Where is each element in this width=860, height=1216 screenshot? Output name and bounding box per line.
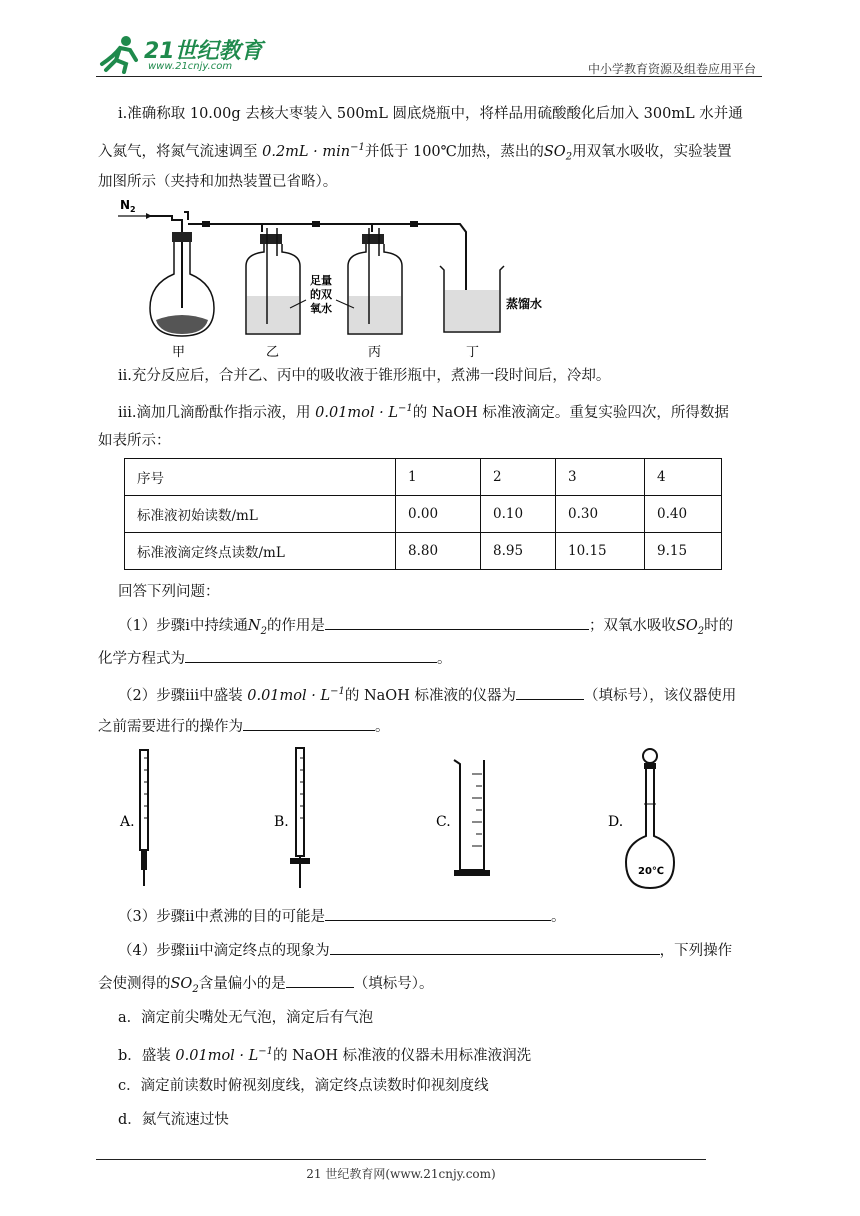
label-yi: 乙	[266, 345, 280, 360]
header-platform-text: 中小学教育资源及组卷应用平台	[587, 62, 756, 76]
step-i-line1: i.准确称取 10.00g 去核大枣装入 500mL 圆底烧瓶中，将样品用硫酸酸化后加入 300mL 水并通	[118, 106, 743, 122]
page-header	[96, 30, 756, 80]
footer-text: 21 世纪教育网(www.21cnjy.com)	[306, 1167, 496, 1181]
step-i-line3: 加图所示（夹持和加热装置已省略）。	[98, 174, 338, 190]
absorption-bottle-bing	[348, 228, 402, 334]
answer-blank[interactable]	[325, 615, 589, 630]
header-divider	[96, 76, 762, 77]
absorption-bottle-yi	[246, 228, 300, 334]
graduated-cylinder-icon	[454, 760, 490, 876]
step-i-line2: 入氮气，将氮气流速调至 $0.2mL \cdot \min^{-1}$并低于 100℃加热，蒸出的$SO_2$用双氧水吸收，实验装置	[98, 142, 732, 163]
titration-data-table	[124, 458, 722, 570]
option-a: a．滴定前尖嘴处无气泡，滴定后有气泡	[118, 1010, 374, 1026]
question-1-line2: 化学方程式为 。	[98, 648, 762, 669]
question-3: （3）步骤ii中煮沸的目的可能是 。	[98, 906, 762, 927]
option-c: c．滴定前读数时俯视刻度线，滴定终点读数时仰视刻度线	[118, 1078, 489, 1094]
water-label: 蒸馏水	[506, 297, 543, 311]
h2o2-label-3: 氧水	[310, 302, 332, 315]
logo-text: 21世纪教育	[144, 39, 263, 64]
option-C-label: C.	[436, 814, 451, 830]
step-iii-line2: 如表所示：	[98, 433, 171, 449]
answer-blank[interactable]	[286, 973, 354, 988]
apparatus-diagram	[110, 196, 570, 362]
answer-blank[interactable]	[185, 648, 437, 663]
beaker	[440, 266, 504, 332]
n2-label: $N_2$	[120, 198, 136, 214]
table-row: 序号 1 2 3 4	[125, 459, 722, 496]
question-1-line1: （1）步骤i中持续通$N_2$的作用是 ；双氧水吸收$SO_2$时的	[98, 615, 762, 642]
answer-blank[interactable]	[330, 940, 660, 955]
connector	[312, 221, 320, 227]
h2o2-label-2: 的双	[310, 288, 332, 301]
option-B-label: B.	[274, 814, 289, 830]
h2o2-label-1: 足量	[310, 274, 332, 287]
label-ding: 丁	[466, 345, 480, 360]
questions-intro: 回答下列问题：	[118, 584, 220, 600]
footer-divider	[96, 1159, 706, 1160]
answer-blank[interactable]	[325, 906, 551, 921]
table-row: 标准液初始读数/mL 0.00 0.10 0.30 0.40	[125, 496, 722, 533]
table-row: 标准液滴定终点读数/mL 8.80 8.95 10.15 9.15	[125, 533, 722, 570]
connector	[410, 221, 418, 227]
question-4-line2: 会使测得的$SO_2$含量偏小的是 （填标号）。	[98, 973, 762, 1000]
step-ii: ii.充分反应后，合并乙、丙中的吸收液于锥形瓶中，煮沸一段时间后，冷却。	[118, 368, 611, 384]
label-jia: 甲	[172, 345, 186, 360]
question-4-line1: （4）步骤iii中滴定终点的现象为 ，下列操作	[98, 940, 762, 961]
option-D-label: D.	[608, 814, 624, 830]
option-A-label: A.	[120, 814, 135, 830]
step-iii-line1: iii.滴加几滴酚酞作指示液，用 $0.01mol \cdot L^{-1}$的 NaOH 标准液滴定。重复实验四次，所得数据	[118, 403, 729, 421]
acid-burette-icon	[290, 748, 310, 888]
volumetric-flask-icon	[626, 749, 674, 888]
flask-temp-label: 20℃	[638, 866, 665, 877]
question-2-line1: （2）步骤iii中盛装 $0.01mol \cdot L^{-1}$的 NaOH 标准液的仪器为 （填标号），该仪器使用	[118, 686, 737, 704]
answer-blank[interactable]	[243, 716, 375, 731]
question-2-line2: 之前需要进行的操作为 。	[98, 716, 762, 737]
runner-logo-icon	[96, 34, 144, 74]
alkaline-burette-icon	[140, 750, 148, 886]
instrument-choices	[110, 744, 710, 894]
connector	[202, 221, 210, 227]
answer-blank[interactable]	[516, 685, 584, 700]
logo-url: www.21cnjy.com	[148, 61, 233, 72]
option-d: d．氮气流速过快	[118, 1112, 229, 1128]
label-bing: 丙	[368, 345, 382, 360]
site-logo	[96, 34, 266, 74]
option-b: b．盛装 $0.01mol \cdot L^{-1}$的 NaOH 标准液的仪器未用标准液润洗	[118, 1046, 532, 1064]
